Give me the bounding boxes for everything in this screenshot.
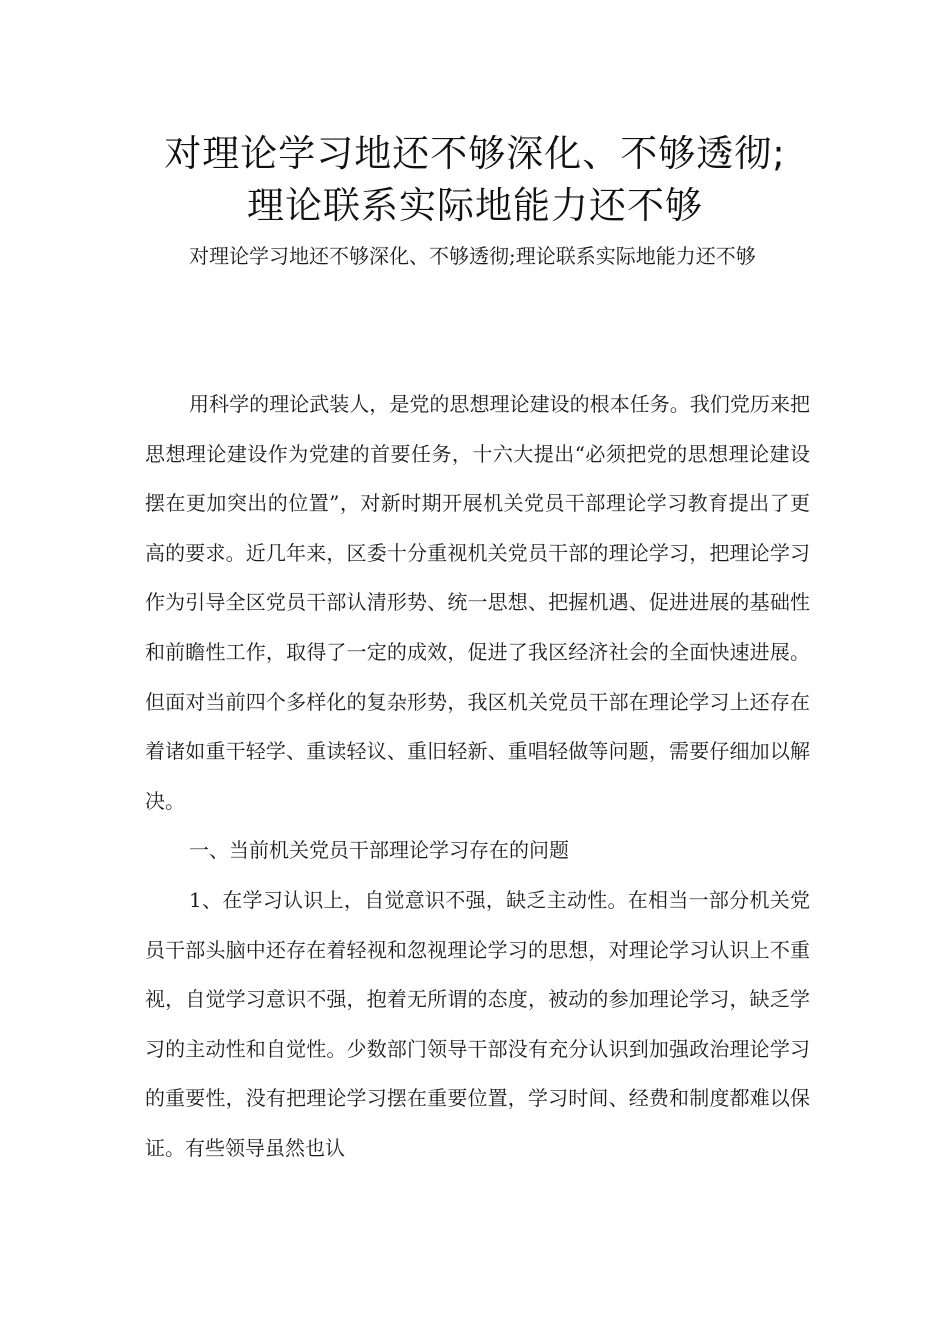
paragraph-intro: 用科学的理论武装人，是党的思想理论建设的根本任务。我们党历来把思想理论建设作为党建的首要任务，十六大提出“必须把党的思想理论建设摆在更加突出的位置”，对新时期开展机关党员干部理论学习教育提出了更高的要求。近几年来，区委十分重视机关党员干部的理论学习，把理论学习作为引导全区党员干部认清形势、统一思想、把握机遇、促进进展的基础性和前瞻性工作，取得了一定的成效，促进了我区经济社会的全面快速进展。但面对当前四个多样化的复杂形势，我区机关党员干部在理论学习上还存在着诸如重干轻学、重读轻议、重旧轻新、重唱轻做等问题，需要仔细加以解决。 xyxy=(145,392,810,813)
document-body xyxy=(145,380,810,1174)
document-title-line-1: 对理论学习地还不够深化、不够透彻; xyxy=(164,132,786,175)
document-subtitle: 对理论学习地还不够深化、不够透彻;理论联系实际地能力还不够 xyxy=(189,244,756,268)
section-heading: 一、当前机关党员干部理论学习存在的问题 xyxy=(189,838,569,863)
document-title-line-2: 理论联系实际地能力还不够 xyxy=(247,184,703,227)
paragraph-point-1: 1、在学习认识上，自觉意识不强，缺乏主动性。在相当一部分机关党员干部头脑中还存在着轻视和忽视理论学习的思想，对理论学习认识上不重视，自觉学习意识不强，抱着无所谓的态度，被动的参加理论学习，缺乏学习的主动性和自觉性。少数部门领导干部没有充分认识到加强政治理论学习的重要性，没有把理论学习摆在重要位置，学习时间、经费和制度都难以保证。有些领导虽然也认 xyxy=(145,887,810,1160)
